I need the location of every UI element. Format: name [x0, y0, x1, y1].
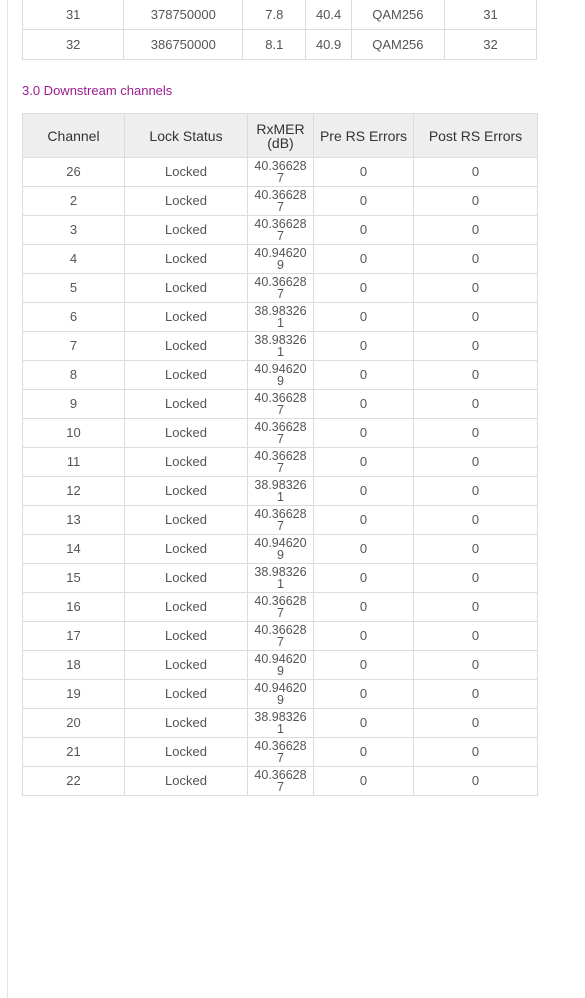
downstream-cell-pre-rs-errors: 0 — [314, 506, 414, 535]
rxmer-value: 40.946209 — [254, 536, 307, 562]
rxmer-value: 40.366287 — [254, 391, 307, 417]
downstream-cell-post-rs-errors: 0 — [414, 622, 538, 651]
upstream-cell-channel: 31 — [444, 0, 536, 30]
downstream-table-row — [23, 564, 538, 593]
downstream-table-row — [23, 477, 538, 506]
downstream-cell-lock-status: Locked — [125, 651, 248, 680]
downstream-table-row — [23, 216, 538, 245]
downstream-table-row — [23, 187, 538, 216]
rxmer-value: 38.983261 — [254, 333, 307, 359]
downstream-cell-pre-rs-errors: 0 — [314, 709, 414, 738]
downstream-cell-channel: 3 — [23, 216, 125, 245]
rxmer-value: 40.366287 — [254, 188, 307, 214]
col-header-channel: Channel — [23, 114, 125, 158]
downstream-cell-lock-status: Locked — [125, 477, 248, 506]
upstream-cell-frequency: 378750000 — [124, 0, 243, 30]
downstream-cell-lock-status: Locked — [125, 680, 248, 709]
downstream-cell-rxmer — [248, 216, 314, 245]
downstream-cell-post-rs-errors: 0 — [414, 390, 538, 419]
downstream-cell-post-rs-errors: 0 — [414, 767, 538, 796]
downstream-cell-channel: 20 — [23, 709, 125, 738]
downstream-cell-channel: 4 — [23, 245, 125, 274]
downstream-table-row — [23, 506, 538, 535]
downstream-cell-pre-rs-errors: 0 — [314, 390, 414, 419]
downstream-cell-lock-status: Locked — [125, 622, 248, 651]
downstream-cell-rxmer — [248, 448, 314, 477]
downstream-cell-channel: 19 — [23, 680, 125, 709]
downstream-table-row — [23, 680, 538, 709]
downstream-cell-rxmer — [248, 506, 314, 535]
downstream-table-row — [23, 390, 538, 419]
upstream-cell-frequency: 386750000 — [124, 30, 243, 60]
downstream-cell-pre-rs-errors: 0 — [314, 274, 414, 303]
downstream-table-row — [23, 274, 538, 303]
downstream-table-row — [23, 738, 538, 767]
downstream-cell-lock-status: Locked — [125, 332, 248, 361]
downstream-cell-pre-rs-errors: 0 — [314, 361, 414, 390]
downstream-cell-channel: 17 — [23, 622, 125, 651]
downstream-cell-post-rs-errors: 0 — [414, 738, 538, 767]
col-header-post-rs-errors: Post RS Errors — [414, 114, 538, 158]
downstream-header-row — [23, 114, 538, 158]
downstream-cell-post-rs-errors: 0 — [414, 187, 538, 216]
downstream-cell-lock-status: Locked — [125, 535, 248, 564]
rxmer-value: 40.366287 — [254, 507, 307, 533]
downstream-cell-channel: 22 — [23, 767, 125, 796]
downstream-cell-pre-rs-errors: 0 — [314, 303, 414, 332]
downstream-table-row — [23, 361, 538, 390]
downstream-cell-lock-status: Locked — [125, 158, 248, 187]
downstream-table-row — [23, 303, 538, 332]
downstream-cell-post-rs-errors: 0 — [414, 709, 538, 738]
downstream-cell-post-rs-errors: 0 — [414, 506, 538, 535]
rxmer-value: 40.946209 — [254, 246, 307, 272]
upstream-table-row — [23, 30, 537, 60]
downstream-cell-post-rs-errors: 0 — [414, 419, 538, 448]
downstream-cell-rxmer — [248, 332, 314, 361]
downstream-cell-lock-status: Locked — [125, 738, 248, 767]
downstream-section-title: 3.0 Downstream channels — [22, 83, 173, 98]
upstream-cell-modulation: QAM256 — [351, 30, 444, 60]
downstream-cell-channel: 8 — [23, 361, 125, 390]
downstream-table-row — [23, 651, 538, 680]
downstream-cell-post-rs-errors: 0 — [414, 593, 538, 622]
rxmer-value: 40.946209 — [254, 652, 307, 678]
downstream-cell-rxmer — [248, 187, 314, 216]
upstream-cell-modulation: QAM256 — [351, 0, 444, 30]
downstream-cell-lock-status: Locked — [125, 274, 248, 303]
downstream-cell-channel: 13 — [23, 506, 125, 535]
rxmer-value: 40.366287 — [254, 623, 307, 649]
downstream-cell-post-rs-errors: 0 — [414, 535, 538, 564]
downstream-table-row — [23, 419, 538, 448]
downstream-cell-lock-status: Locked — [125, 448, 248, 477]
downstream-cell-rxmer — [248, 680, 314, 709]
downstream-cell-channel: 14 — [23, 535, 125, 564]
rxmer-value: 40.366287 — [254, 420, 307, 446]
downstream-cell-pre-rs-errors: 0 — [314, 216, 414, 245]
downstream-cell-channel: 16 — [23, 593, 125, 622]
downstream-cell-post-rs-errors: 0 — [414, 245, 538, 274]
rxmer-value: 40.366287 — [254, 768, 307, 794]
downstream-cell-lock-status: Locked — [125, 419, 248, 448]
downstream-table-row — [23, 245, 538, 274]
downstream-cell-lock-status: Locked — [125, 564, 248, 593]
downstream-cell-pre-rs-errors: 0 — [314, 332, 414, 361]
downstream-cell-pre-rs-errors: 0 — [314, 448, 414, 477]
rxmer-value: 40.946209 — [254, 681, 307, 707]
downstream-cell-pre-rs-errors: 0 — [314, 738, 414, 767]
upstream-cell-power: 40.9 — [306, 30, 352, 60]
downstream-cell-rxmer — [248, 245, 314, 274]
downstream-cell-rxmer — [248, 477, 314, 506]
downstream-cell-rxmer — [248, 593, 314, 622]
rxmer-value: 40.366287 — [254, 159, 307, 185]
downstream-table-row — [23, 535, 538, 564]
downstream-cell-lock-status: Locked — [125, 767, 248, 796]
downstream-cell-post-rs-errors: 0 — [414, 477, 538, 506]
downstream-cell-post-rs-errors: 0 — [414, 158, 538, 187]
upstream-table-row — [23, 0, 537, 30]
downstream-cell-rxmer — [248, 390, 314, 419]
downstream-cell-rxmer — [248, 651, 314, 680]
downstream-cell-post-rs-errors: 0 — [414, 448, 538, 477]
downstream-cell-channel: 12 — [23, 477, 125, 506]
rxmer-value: 38.983261 — [254, 478, 307, 504]
downstream-table-row — [23, 709, 538, 738]
downstream-cell-post-rs-errors: 0 — [414, 303, 538, 332]
rxmer-value: 40.366287 — [254, 739, 307, 765]
downstream-cell-post-rs-errors: 0 — [414, 564, 538, 593]
downstream-channels-table — [22, 113, 538, 796]
downstream-cell-post-rs-errors: 0 — [414, 332, 538, 361]
downstream-cell-lock-status: Locked — [125, 303, 248, 332]
upstream-cell-snr: 8.1 — [243, 30, 306, 60]
downstream-cell-rxmer — [248, 361, 314, 390]
downstream-cell-channel: 2 — [23, 187, 125, 216]
downstream-cell-pre-rs-errors: 0 — [314, 535, 414, 564]
downstream-cell-pre-rs-errors: 0 — [314, 767, 414, 796]
downstream-cell-rxmer — [248, 738, 314, 767]
rxmer-value: 40.366287 — [254, 594, 307, 620]
downstream-cell-channel: 6 — [23, 303, 125, 332]
downstream-cell-channel: 9 — [23, 390, 125, 419]
downstream-table-row — [23, 767, 538, 796]
downstream-cell-pre-rs-errors: 0 — [314, 419, 414, 448]
downstream-cell-pre-rs-errors: 0 — [314, 477, 414, 506]
upstream-cell-channel-id: 32 — [23, 30, 124, 60]
rxmer-value: 40.366287 — [254, 449, 307, 475]
col-header-rxmer: RxMER (dB) — [248, 114, 314, 158]
upstream-channels-table — [22, 0, 537, 60]
downstream-cell-channel: 11 — [23, 448, 125, 477]
downstream-cell-pre-rs-errors: 0 — [314, 187, 414, 216]
downstream-cell-rxmer — [248, 158, 314, 187]
col-header-lock-status: Lock Status — [125, 114, 248, 158]
rxmer-value: 40.366287 — [254, 217, 307, 243]
downstream-cell-channel: 15 — [23, 564, 125, 593]
downstream-cell-post-rs-errors: 0 — [414, 274, 538, 303]
downstream-cell-lock-status: Locked — [125, 390, 248, 419]
downstream-cell-rxmer — [248, 535, 314, 564]
downstream-cell-channel: 18 — [23, 651, 125, 680]
rxmer-value: 38.983261 — [254, 710, 307, 736]
rxmer-value: 40.366287 — [254, 275, 307, 301]
downstream-table-row — [23, 448, 538, 477]
downstream-cell-pre-rs-errors: 0 — [314, 651, 414, 680]
downstream-cell-pre-rs-errors: 0 — [314, 622, 414, 651]
downstream-table-row — [23, 593, 538, 622]
downstream-cell-channel: 7 — [23, 332, 125, 361]
downstream-cell-lock-status: Locked — [125, 593, 248, 622]
downstream-cell-rxmer — [248, 767, 314, 796]
downstream-cell-post-rs-errors: 0 — [414, 651, 538, 680]
downstream-table-row — [23, 158, 538, 187]
content-border — [7, 0, 8, 998]
downstream-cell-pre-rs-errors: 0 — [314, 680, 414, 709]
downstream-cell-post-rs-errors: 0 — [414, 680, 538, 709]
downstream-cell-lock-status: Locked — [125, 361, 248, 390]
col-header-pre-rs-errors: Pre RS Errors — [314, 114, 414, 158]
downstream-cell-lock-status: Locked — [125, 245, 248, 274]
downstream-cell-pre-rs-errors: 0 — [314, 245, 414, 274]
rxmer-value: 38.983261 — [254, 304, 307, 330]
rxmer-value: 40.946209 — [254, 362, 307, 388]
downstream-cell-lock-status: Locked — [125, 709, 248, 738]
rxmer-value: 38.983261 — [254, 565, 307, 591]
downstream-cell-pre-rs-errors: 0 — [314, 158, 414, 187]
downstream-cell-rxmer — [248, 622, 314, 651]
downstream-cell-post-rs-errors: 0 — [414, 216, 538, 245]
downstream-cell-rxmer — [248, 709, 314, 738]
downstream-cell-rxmer — [248, 419, 314, 448]
upstream-cell-snr: 7.8 — [243, 0, 306, 30]
downstream-cell-lock-status: Locked — [125, 187, 248, 216]
downstream-cell-post-rs-errors: 0 — [414, 361, 538, 390]
downstream-cell-channel: 26 — [23, 158, 125, 187]
downstream-table-row — [23, 622, 538, 651]
downstream-cell-rxmer — [248, 564, 314, 593]
downstream-cell-channel: 5 — [23, 274, 125, 303]
downstream-table-row — [23, 332, 538, 361]
downstream-cell-lock-status: Locked — [125, 506, 248, 535]
downstream-cell-lock-status: Locked — [125, 216, 248, 245]
upstream-cell-channel-id: 31 — [23, 0, 124, 30]
downstream-cell-channel: 21 — [23, 738, 125, 767]
downstream-cell-rxmer — [248, 303, 314, 332]
upstream-cell-power: 40.4 — [306, 0, 352, 30]
upstream-cell-channel: 32 — [444, 30, 536, 60]
downstream-cell-pre-rs-errors: 0 — [314, 564, 414, 593]
downstream-cell-channel: 10 — [23, 419, 125, 448]
downstream-cell-pre-rs-errors: 0 — [314, 593, 414, 622]
downstream-cell-rxmer — [248, 274, 314, 303]
